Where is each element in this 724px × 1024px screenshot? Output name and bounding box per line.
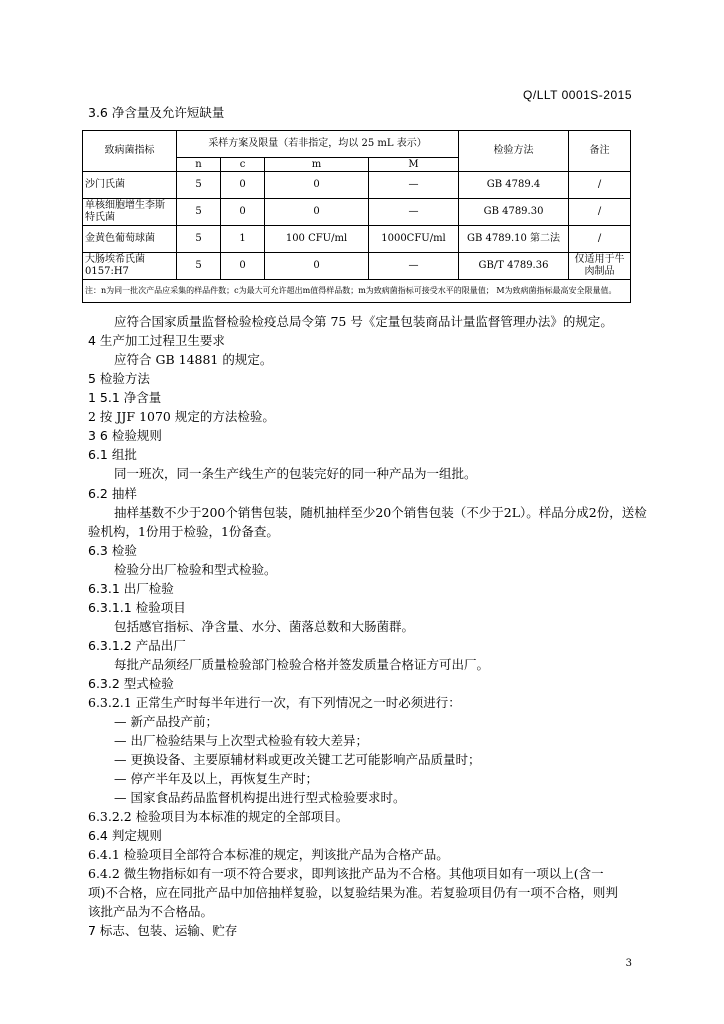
section-6-heading: 3 6 检验规则	[88, 428, 162, 443]
table-row	[83, 253, 631, 280]
cell-M: 1000CFU/ml	[369, 226, 459, 253]
paragraph: 同一班次，同一条生产线生产的包装完好的同一种产品为一组批。	[114, 466, 477, 481]
list-item: — 停产半年及以上，再恢复生产时；	[114, 771, 318, 786]
section-6-3-2-heading: 6.3.2 型式检验	[88, 676, 174, 691]
section-6-1-heading: 6.1 组批	[88, 447, 137, 462]
cell-c: 0	[221, 253, 265, 280]
paragraph: 项)不合格，应在同批产品中加倍抽样复验，以复验结果为准。若复验项目仍有一项不合格，则判	[88, 885, 618, 900]
cell-method: GB 4789.30	[459, 199, 569, 226]
paragraph: 6.4.2 微生物指标如有一项不符合要求，即判该批产品为不合格。其他项目如有一项以上(含一	[88, 866, 604, 881]
subheader-n: n	[177, 158, 221, 172]
paragraph: 应符合 GB 14881 的规定。	[114, 352, 273, 367]
list-item: — 更换设备、主要原辅材料或更改关键工艺可能影响产品质量时；	[114, 752, 481, 767]
cell-name: 单核细胞增生李斯特氏菌	[83, 199, 177, 226]
list-item: — 新产品投产前；	[114, 714, 218, 729]
table-row	[83, 172, 631, 199]
cell-note: /	[569, 172, 631, 199]
subheader-c: c	[221, 158, 265, 172]
cell-name: 大肠埃希氏菌 0157:H7	[83, 253, 177, 280]
table-footnote: 注：n为同一批次产品应采集的样品件数；c为最大可允许超出m值得样品数；m为致病菌指标可接受水平的限量值； M为致病菌指标最高安全限量值。	[83, 280, 631, 303]
cell-method: GB 4789.10 第二法	[459, 226, 569, 253]
paragraph: 2 按 JJF 1070 规定的方法检验。	[88, 409, 275, 424]
cell-M: —	[369, 172, 459, 199]
pathogen-limit-table	[82, 130, 631, 303]
paragraph: 该批产品为不合格品。	[88, 904, 214, 919]
table-row	[83, 199, 631, 226]
paragraph: 6.3.2.1 正常生产时每半年进行一次，有下列情况之一时必须进行：	[88, 695, 461, 710]
section-5-1-heading: 1 5.1 净含量	[88, 390, 162, 405]
cell-c: 1	[221, 226, 265, 253]
list-item: — 国家食品药品监督机构提出进行型式检验要求时。	[114, 790, 406, 805]
paragraph: 验机构，1份用于检验，1份备查。	[88, 524, 279, 539]
header-sampling-plan: 采样方案及限量（若非指定，均以 25 mL 表示）	[177, 131, 459, 158]
cell-note: /	[569, 226, 631, 253]
subheader-m: m	[265, 158, 369, 172]
cell-name: 沙门氏菌	[83, 172, 177, 199]
section-6-2-heading: 6.2 抽样	[88, 486, 137, 501]
section-6-3-1-heading: 6.3.1 出厂检验	[88, 581, 174, 596]
paragraph: 抽样基数不少于200个销售包装，随机抽样至少20个销售包装（不少于2L）。样品分成2份，送检	[114, 505, 647, 520]
paragraph: 每批产品须经厂质量检验部门检验合格并签发质量合格证方可出厂。	[114, 657, 490, 672]
paragraph: 包括感官指标、净含量、水分、菌落总数和大肠菌群。	[114, 619, 415, 634]
section-6-3-1-2-heading: 6.3.1.2 产品出厂	[88, 638, 186, 653]
section-4-heading: 4 生产加工过程卫生要求	[88, 333, 225, 348]
table-footnote-row	[83, 280, 631, 303]
section-6-3-heading: 6.3 检验	[88, 543, 137, 558]
page-number: 3	[625, 958, 632, 969]
cell-m: 0	[265, 199, 369, 226]
standard-code: Q/LLT 0001S-2015	[523, 88, 632, 102]
header-pathogen: 致病菌指标	[83, 131, 177, 172]
header-method: 检验方法	[459, 131, 569, 172]
section-6-3-1-1-heading: 6.3.1.1 检验项目	[88, 600, 186, 615]
cell-m: 0	[265, 253, 369, 280]
cell-c: 0	[221, 172, 265, 199]
paragraph: 6.3.2.2 检验项目为本标准的规定的全部项目。	[88, 809, 349, 824]
subheader-M: M	[369, 158, 459, 172]
cell-m: 100 CFU/ml	[265, 226, 369, 253]
cell-M: —	[369, 253, 459, 280]
header-note: 备注	[569, 131, 631, 172]
section-7-heading: 7 标志、包装、运输、贮存	[88, 923, 238, 938]
cell-m: 0	[265, 172, 369, 199]
cell-method: GB 4789.4	[459, 172, 569, 199]
cell-note: 仅适用于牛肉制品	[569, 253, 631, 280]
cell-n: 5	[177, 226, 221, 253]
section-6-4-heading: 6.4 判定规则	[88, 828, 162, 843]
cell-name: 金黄色葡萄球菌	[83, 226, 177, 253]
paragraph: 6.4.1 检验项目全部符合本标准的规定，判该批产品为合格产品。	[88, 847, 449, 862]
list-item: — 出厂检验结果与上次型式检验有较大差异；	[114, 733, 368, 748]
cell-note: /	[569, 199, 631, 226]
paragraph: 应符合国家质量监督检验检疫总局令第 75 号《定量包装商品计量监督管理办法》的规定。	[114, 314, 613, 329]
cell-n: 5	[177, 172, 221, 199]
paragraph: 检验分出厂检验和型式检验。	[114, 562, 277, 577]
cell-c: 0	[221, 199, 265, 226]
table-header-row	[83, 131, 631, 158]
cell-M: —	[369, 199, 459, 226]
cell-n: 5	[177, 199, 221, 226]
table-row	[83, 226, 631, 253]
section-5-heading: 5 检验方法	[88, 371, 150, 386]
section-3-6-heading: 3.6 净含量及允许短缺量	[88, 105, 225, 120]
cell-n: 5	[177, 253, 221, 280]
cell-method: GB/T 4789.36	[459, 253, 569, 280]
